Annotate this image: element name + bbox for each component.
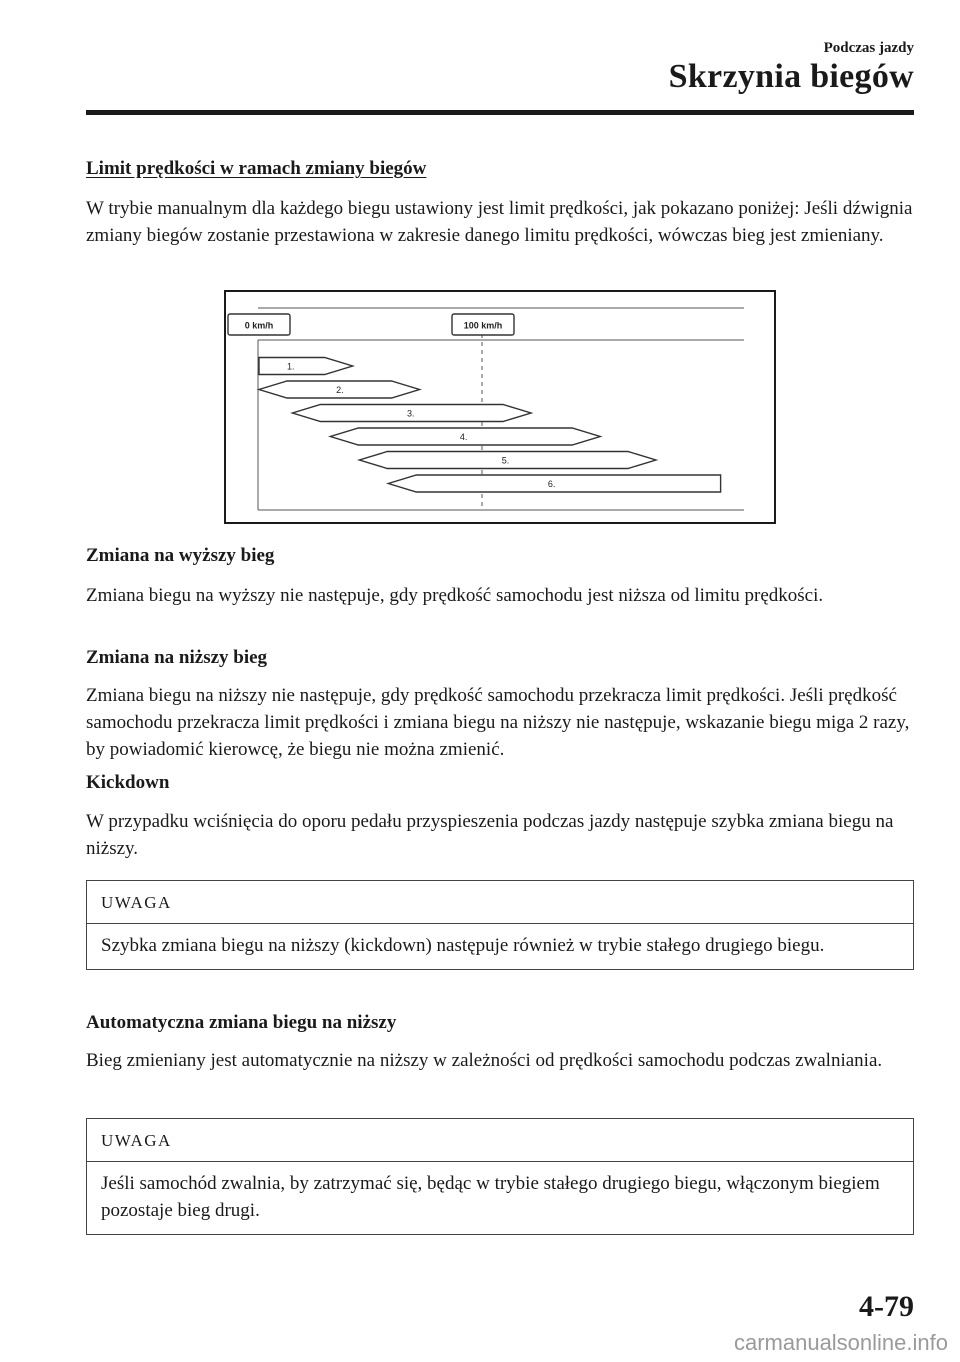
gear-label-3: 3. bbox=[406, 408, 415, 419]
svg-text:100 km/h: 100 km/h bbox=[463, 320, 503, 331]
speed-label-100 bbox=[452, 314, 514, 335]
note-box-kickdown bbox=[86, 880, 914, 970]
auto-downshift-heading: Automatyczna zmiana biegu na niższy bbox=[86, 1012, 397, 1033]
note-label: UWAGA bbox=[87, 881, 913, 924]
gear-bars bbox=[259, 358, 721, 493]
gear-speed-svg bbox=[226, 292, 778, 526]
kickdown-heading: Kickdown bbox=[86, 772, 170, 793]
note-label: UWAGA bbox=[87, 1119, 913, 1162]
page-number: 4-79 bbox=[859, 1290, 914, 1323]
speed-limit-text: W trybie manualnym dla każdego biegu ustawiony jest limit prędkości, jak pokazano poniżej: Jeśli dźwignia zmiany biegów zostanie przestawiona w zakresie danego limitu prędkości, wówczas bieg jest zmieniany. bbox=[86, 198, 913, 246]
note-text: Jeśli samochód zwalnia, by zatrzymać się, będąc w trybie stałego drugiego biegu, włączonym biegiem pozostaje bieg drugi. bbox=[101, 1173, 880, 1221]
note-box-second-gear bbox=[86, 1118, 914, 1235]
section-label: Podczas jazdy bbox=[823, 40, 914, 56]
gear-label-6: 6. bbox=[547, 479, 556, 489]
header-rule bbox=[86, 110, 914, 115]
page-title: Skrzynia biegów bbox=[668, 58, 914, 95]
gear-label-5: 5. bbox=[501, 455, 510, 466]
speed-limit-heading: Limit prędkości w ramach zmiany biegów bbox=[86, 158, 427, 179]
watermark: carmanualsonline.info bbox=[733, 1330, 948, 1355]
upshift-heading: Zmiana na wyższy bieg bbox=[86, 545, 275, 566]
gear-label-2: 2. bbox=[336, 385, 344, 395]
downshift-text: Zmiana biegu na niższy nie następuje, gdy prędkość samochodu przekracza limit prędkości. Jeśli prędkość samochodu przekracza limit prędkości i zmiana biegu na niższy nie następuje, wskazanie biegu miga 2 razy, by powiadomić kierowcę, że biegu nie można zmienić. bbox=[86, 685, 910, 760]
kickdown-text: W przypadku wciśnięcia do oporu pedału przyspieszenia podczas jazdy następuje szybka zmiana biegu na niższy. bbox=[86, 811, 894, 859]
auto-downshift-text: Bieg zmieniany jest automatycznie na niższy w zależności od prędkości samochodu podczas zwalniania. bbox=[86, 1050, 883, 1071]
gear-label-1: 1. bbox=[287, 361, 295, 372]
upshift-text: Zmiana biegu na wyższy nie następuje, gdy prędkość samochodu jest niższa od limitu prędkości. bbox=[86, 585, 824, 606]
gear-speed-diagram bbox=[224, 290, 776, 524]
note-text: Szybka zmiana biegu na niższy (kickdown) następuje również w trybie stałego drugiego biegu. bbox=[101, 935, 825, 956]
gear-range-bar-1 bbox=[259, 358, 353, 375]
svg-text:0 km/h: 0 km/h bbox=[244, 320, 274, 331]
downshift-heading: Zmiana na niższy bieg bbox=[86, 647, 268, 668]
gear-label-4: 4. bbox=[459, 432, 468, 442]
speed-label-0 bbox=[228, 314, 290, 335]
